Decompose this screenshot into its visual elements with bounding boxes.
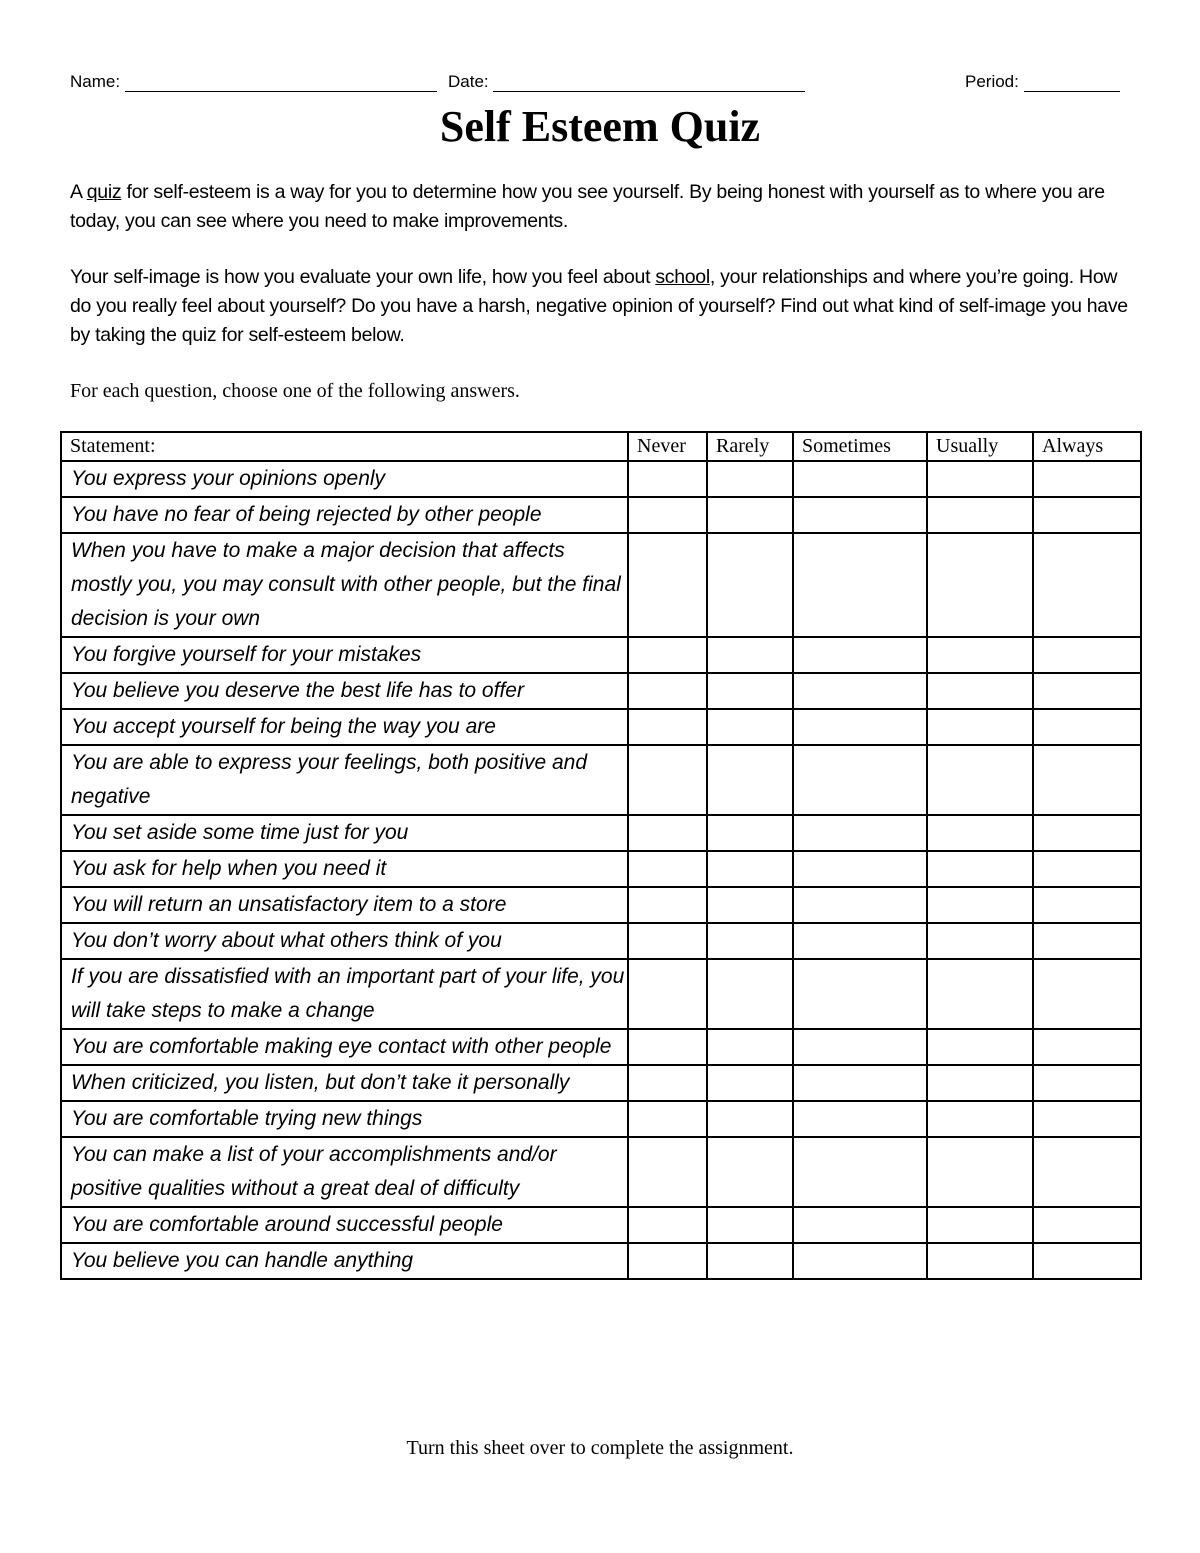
- table-row: [61, 637, 1141, 673]
- statement-cell: You set aside some time just for you: [61, 815, 628, 851]
- answer-cell-usually[interactable]: [927, 1101, 1033, 1137]
- name-field[interactable]: [125, 73, 437, 92]
- answer-cell-sometimes[interactable]: [793, 1029, 927, 1065]
- answer-cell-never[interactable]: [628, 1029, 707, 1065]
- answer-cell-always[interactable]: [1033, 1207, 1141, 1243]
- answer-cell-sometimes[interactable]: [793, 745, 927, 815]
- answer-cell-never[interactable]: [628, 709, 707, 745]
- answer-cell-rarely[interactable]: [707, 497, 793, 533]
- quiz-link[interactable]: quiz: [86, 181, 122, 203]
- answer-cell-usually[interactable]: [927, 673, 1033, 709]
- answer-cell-sometimes[interactable]: [793, 1243, 927, 1279]
- intro-paragraph-1: [70, 178, 1135, 236]
- answer-cell-rarely[interactable]: [707, 1207, 793, 1243]
- answer-cell-sometimes[interactable]: [793, 1065, 927, 1101]
- answer-cell-rarely[interactable]: [707, 1243, 793, 1279]
- statement-cell: You can make a list of your accomplishments and/or positive qualities without a great deal of difficulty: [61, 1137, 628, 1207]
- name-label: [70, 72, 437, 92]
- answer-cell-usually[interactable]: [927, 959, 1033, 1029]
- answer-cell-always[interactable]: [1033, 637, 1141, 673]
- table-row: [61, 815, 1141, 851]
- statement-cell: You are comfortable making eye contact with other people: [61, 1029, 628, 1065]
- statement-cell: You believe you can handle anything: [61, 1243, 628, 1279]
- answer-cell-usually[interactable]: [927, 637, 1033, 673]
- answer-cell-sometimes[interactable]: [793, 923, 927, 959]
- answer-cell-always[interactable]: [1033, 959, 1141, 1029]
- table-row: [61, 1101, 1141, 1137]
- answer-cell-sometimes[interactable]: [793, 1137, 927, 1207]
- table-row: [61, 745, 1141, 815]
- table-row: [61, 1243, 1141, 1279]
- answer-cell-always[interactable]: [1033, 851, 1141, 887]
- answer-cell-always[interactable]: [1033, 923, 1141, 959]
- answer-cell-rarely[interactable]: [707, 1065, 793, 1101]
- column-header-sometimes: Sometimes: [793, 432, 927, 461]
- answer-cell-never[interactable]: [628, 533, 707, 637]
- intro-p2-start: Your self-image is how you evaluate your own life, how you feel about: [70, 266, 656, 288]
- answer-cell-rarely[interactable]: [707, 461, 793, 497]
- table-row: [61, 1065, 1141, 1101]
- answer-cell-never[interactable]: [628, 851, 707, 887]
- answer-cell-usually[interactable]: [927, 461, 1033, 497]
- table-row: [61, 923, 1141, 959]
- answer-cell-rarely[interactable]: [707, 745, 793, 815]
- answer-cell-always[interactable]: [1033, 673, 1141, 709]
- column-header-usually: Usually: [927, 432, 1033, 461]
- answer-cell-sometimes[interactable]: [793, 1101, 927, 1137]
- answer-cell-never[interactable]: [628, 1137, 707, 1207]
- answer-cell-never[interactable]: [628, 673, 707, 709]
- table-row: [61, 461, 1141, 497]
- table-row: [61, 709, 1141, 745]
- column-header-never: Never: [628, 432, 707, 461]
- column-header-rarely: Rarely: [707, 432, 793, 461]
- answer-cell-never[interactable]: [628, 1065, 707, 1101]
- answer-cell-usually[interactable]: [927, 851, 1033, 887]
- footer-note: Turn this sheet over to complete the assignment.: [406, 1437, 794, 1459]
- answer-cell-sometimes[interactable]: [793, 815, 927, 851]
- answer-cell-always[interactable]: [1033, 533, 1141, 637]
- school-link[interactable]: school: [655, 266, 710, 288]
- answer-cell-usually[interactable]: [927, 1065, 1033, 1101]
- answer-cell-rarely[interactable]: [707, 851, 793, 887]
- answer-cell-rarely[interactable]: [707, 1029, 793, 1065]
- answer-cell-rarely[interactable]: [707, 815, 793, 851]
- date-label-text: Date:: [448, 72, 489, 91]
- table-row: [61, 887, 1141, 923]
- answer-cell-sometimes[interactable]: [793, 851, 927, 887]
- statement-cell: You believe you deserve the best life has to offer: [61, 673, 628, 709]
- answer-cell-never[interactable]: [628, 637, 707, 673]
- period-label-text: Period:: [965, 72, 1019, 91]
- answer-cell-rarely[interactable]: [707, 923, 793, 959]
- answer-cell-usually[interactable]: [927, 923, 1033, 959]
- period-field[interactable]: [1024, 73, 1120, 92]
- answer-cell-rarely[interactable]: [707, 673, 793, 709]
- intro-p1-start: A: [70, 181, 87, 203]
- answer-cell-always[interactable]: [1033, 887, 1141, 923]
- statement-cell: When criticized, you listen, but don’t take it personally: [61, 1065, 628, 1101]
- answer-cell-usually[interactable]: [927, 709, 1033, 745]
- student-info-line: [70, 72, 1132, 100]
- statement-cell: When you have to make a major decision that affects mostly you, you may consult with other people, but the final decision is your own: [61, 533, 628, 637]
- answer-cell-sometimes[interactable]: [793, 673, 927, 709]
- answer-cell-never[interactable]: [628, 1207, 707, 1243]
- answer-cell-never[interactable]: [628, 497, 707, 533]
- answer-cell-never[interactable]: [628, 1101, 707, 1137]
- answer-cell-sometimes[interactable]: [793, 497, 927, 533]
- answer-cell-never[interactable]: [628, 745, 707, 815]
- answer-cell-always[interactable]: [1033, 815, 1141, 851]
- answer-cell-sometimes[interactable]: [793, 887, 927, 923]
- answer-cell-never[interactable]: [628, 959, 707, 1029]
- answer-cell-usually[interactable]: [927, 1137, 1033, 1207]
- answer-cell-never[interactable]: [628, 887, 707, 923]
- answer-cell-sometimes[interactable]: [793, 637, 927, 673]
- answer-cell-never[interactable]: [628, 815, 707, 851]
- answer-cell-always[interactable]: [1033, 1029, 1141, 1065]
- statement-cell: You forgive yourself for your mistakes: [61, 637, 628, 673]
- column-header-always: Always: [1033, 432, 1141, 461]
- answer-cell-never[interactable]: [628, 461, 707, 497]
- table-row: [61, 1207, 1141, 1243]
- answer-cell-usually[interactable]: [927, 1207, 1033, 1243]
- answer-cell-sometimes[interactable]: [793, 1207, 927, 1243]
- answer-cell-always[interactable]: [1033, 1101, 1141, 1137]
- table-row: [61, 533, 1141, 637]
- answer-cell-sometimes[interactable]: [793, 461, 927, 497]
- answer-cell-usually[interactable]: [927, 1243, 1033, 1279]
- statement-cell: You express your opinions openly: [61, 461, 628, 497]
- answer-cell-always[interactable]: [1033, 745, 1141, 815]
- answer-cell-rarely[interactable]: [707, 1101, 793, 1137]
- statement-cell: You don’t worry about what others think of you: [61, 923, 628, 959]
- table-row: [61, 673, 1141, 709]
- statement-cell: You are able to express your feelings, both positive and negative: [61, 745, 628, 815]
- answer-cell-always[interactable]: [1033, 1137, 1141, 1207]
- table-row: [61, 1137, 1141, 1207]
- column-header-statement: Statement:: [61, 432, 628, 461]
- answer-cell-usually[interactable]: [927, 745, 1033, 815]
- answer-cell-rarely[interactable]: [707, 709, 793, 745]
- statement-cell: You are comfortable around successful people: [61, 1207, 628, 1243]
- intro-p1-end: for self-esteem is a way for you to determine how you see yourself. By being honest with yourself as to where you are today, you can see where you need to make improvements.: [70, 181, 1105, 232]
- answer-cell-rarely[interactable]: [707, 1137, 793, 1207]
- quiz-table: [60, 431, 1142, 1280]
- answer-cell-never[interactable]: [628, 923, 707, 959]
- statement-cell: You ask for help when you need it: [61, 851, 628, 887]
- answer-cell-usually[interactable]: [927, 533, 1033, 637]
- answer-cell-never[interactable]: [628, 1243, 707, 1279]
- table-row: [61, 1029, 1141, 1065]
- intro-paragraph-2: [70, 263, 1135, 350]
- answer-cell-rarely[interactable]: [707, 959, 793, 1029]
- table-row: [61, 497, 1141, 533]
- answer-cell-always[interactable]: [1033, 497, 1141, 533]
- table-row: [61, 851, 1141, 887]
- answer-cell-always[interactable]: [1033, 461, 1141, 497]
- table-row: [61, 959, 1141, 1029]
- statement-cell: You have no fear of being rejected by other people: [61, 497, 628, 533]
- answer-cell-rarely[interactable]: [707, 637, 793, 673]
- answer-cell-usually[interactable]: [927, 887, 1033, 923]
- page-title: Self Esteem Quiz: [439, 102, 761, 151]
- statement-cell: You accept yourself for being the way you are: [61, 709, 628, 745]
- instruction-text: For each question, choose one of the following answers.: [70, 380, 520, 402]
- answer-cell-always[interactable]: [1033, 1243, 1141, 1279]
- answer-cell-usually[interactable]: [927, 1029, 1033, 1065]
- answer-cell-always[interactable]: [1033, 709, 1141, 745]
- answer-cell-always[interactable]: [1033, 1065, 1141, 1101]
- answer-cell-rarely[interactable]: [707, 887, 793, 923]
- intro-p2-end: , your relationships and where you’re going. How do you really feel about yourself? Do you have a harsh, negative opinion of yourself? Find out what kind of self-image you have by taking the quiz for self-esteem below.: [70, 266, 1128, 346]
- answer-cell-usually[interactable]: [927, 497, 1033, 533]
- answer-cell-sometimes[interactable]: [793, 533, 927, 637]
- statement-cell: If you are dissatisfied with an important part of your life, you will take steps to make a change: [61, 959, 628, 1029]
- period-label: [965, 72, 1120, 92]
- answer-cell-rarely[interactable]: [707, 533, 793, 637]
- date-field[interactable]: [493, 73, 805, 92]
- name-label-text: Name:: [70, 72, 121, 91]
- answer-cell-sometimes[interactable]: [793, 709, 927, 745]
- answer-cell-sometimes[interactable]: [793, 959, 927, 1029]
- date-label: [448, 72, 805, 92]
- statement-cell: You will return an unsatisfactory item to a store: [61, 887, 628, 923]
- answer-cell-usually[interactable]: [927, 815, 1033, 851]
- table-header-row: [61, 432, 1141, 461]
- statement-cell: You are comfortable trying new things: [61, 1101, 628, 1137]
